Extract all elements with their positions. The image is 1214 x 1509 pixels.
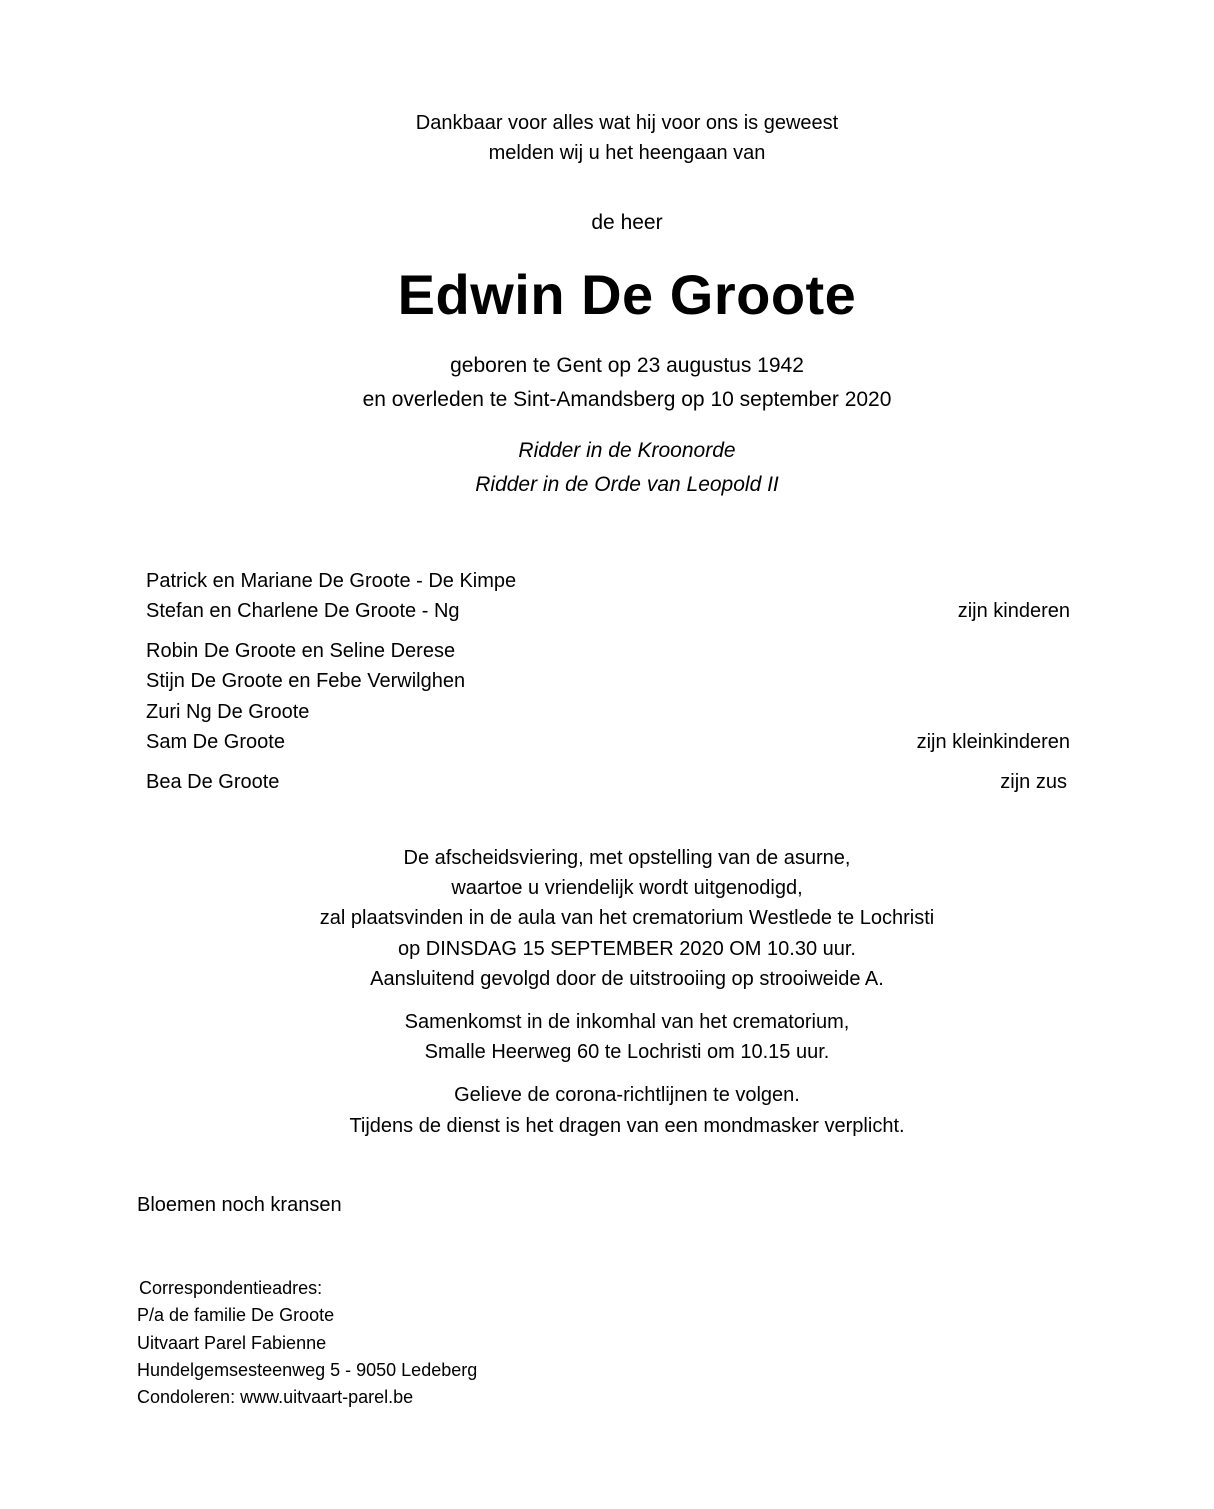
corona-line-1: Gelieve de corona-richtlijnen te volgen. <box>454 1084 800 1106</box>
correspondence-line-2: Uitvaart Parel Fabienne <box>137 1333 327 1353</box>
honor-2: Ridder in de Orde van Leopold II <box>475 473 779 496</box>
grandchild-3: Zuri Ng De Groote <box>146 701 310 723</box>
correspondence-line-1: P/a de familie De Groote <box>137 1305 335 1325</box>
death-line: en overleden te Sint-Amandsberg op 10 september 2020 <box>362 388 892 411</box>
grandchild-2: Stijn De Groote en Febe Verwilghen <box>146 670 466 692</box>
flowers-note: Bloemen noch kransen <box>137 1194 342 1216</box>
relation-sister: zijn zus <box>1000 771 1067 793</box>
ceremony-line-1: De afscheidsviering, met opstelling van de asurne, <box>403 847 851 869</box>
sister: Bea De Groote <box>146 771 280 793</box>
correspondence-heading: Correspondentieadres: <box>139 1278 323 1298</box>
ceremony-line-5: Aansluitend gevolgd door de uitstrooiing op strooiweide A. <box>370 968 884 990</box>
gathering-line-1: Samenkomst in de inkomhal van het crematorium, <box>404 1011 850 1033</box>
gathering-line-2: Smalle Heerweg 60 te Lochristi om 10.15 uur. <box>424 1041 830 1063</box>
corona-line-2: Tijdens de dienst is het dragen van een mondmasker verplicht. <box>349 1115 905 1137</box>
salutation: de heer <box>591 211 663 234</box>
child-2: Stefan en Charlene De Groote - Ng <box>146 600 460 622</box>
birth-line: geboren te Gent op 23 augustus 1942 <box>450 354 804 377</box>
honor-1: Ridder in de Kroonorde <box>518 439 736 462</box>
child-1: Patrick en Mariane De Groote - De Kimpe <box>146 570 517 592</box>
intro-line-1: Dankbaar voor alles wat hij voor ons is geweest <box>415 112 839 134</box>
grandchild-4: Sam De Groote <box>146 731 285 753</box>
grandchild-1: Robin De Groote en Seline Derese <box>146 640 456 662</box>
intro-line-2: melden wij u het heengaan van <box>488 142 766 164</box>
ceremony-line-4: op DINSDAG 15 SEPTEMBER 2020 OM 10.30 uur. <box>398 938 856 960</box>
correspondence-line-3: Hundelgemsesteenweg 5 - 9050 Ledeberg <box>137 1360 478 1380</box>
ceremony-line-2: waartoe u vriendelijk wordt uitgenodigd, <box>451 877 803 899</box>
condolence-link[interactable]: Condoleren: www.uitvaart-parel.be <box>137 1387 414 1407</box>
relation-children: zijn kinderen <box>957 600 1070 622</box>
deceased-name: Edwin De Groote <box>397 263 857 326</box>
relation-grandchildren: zijn kleinkinderen <box>916 731 1070 753</box>
ceremony-line-3: zal plaatsvinden in de aula van het crematorium Westlede te Lochristi <box>319 907 935 929</box>
